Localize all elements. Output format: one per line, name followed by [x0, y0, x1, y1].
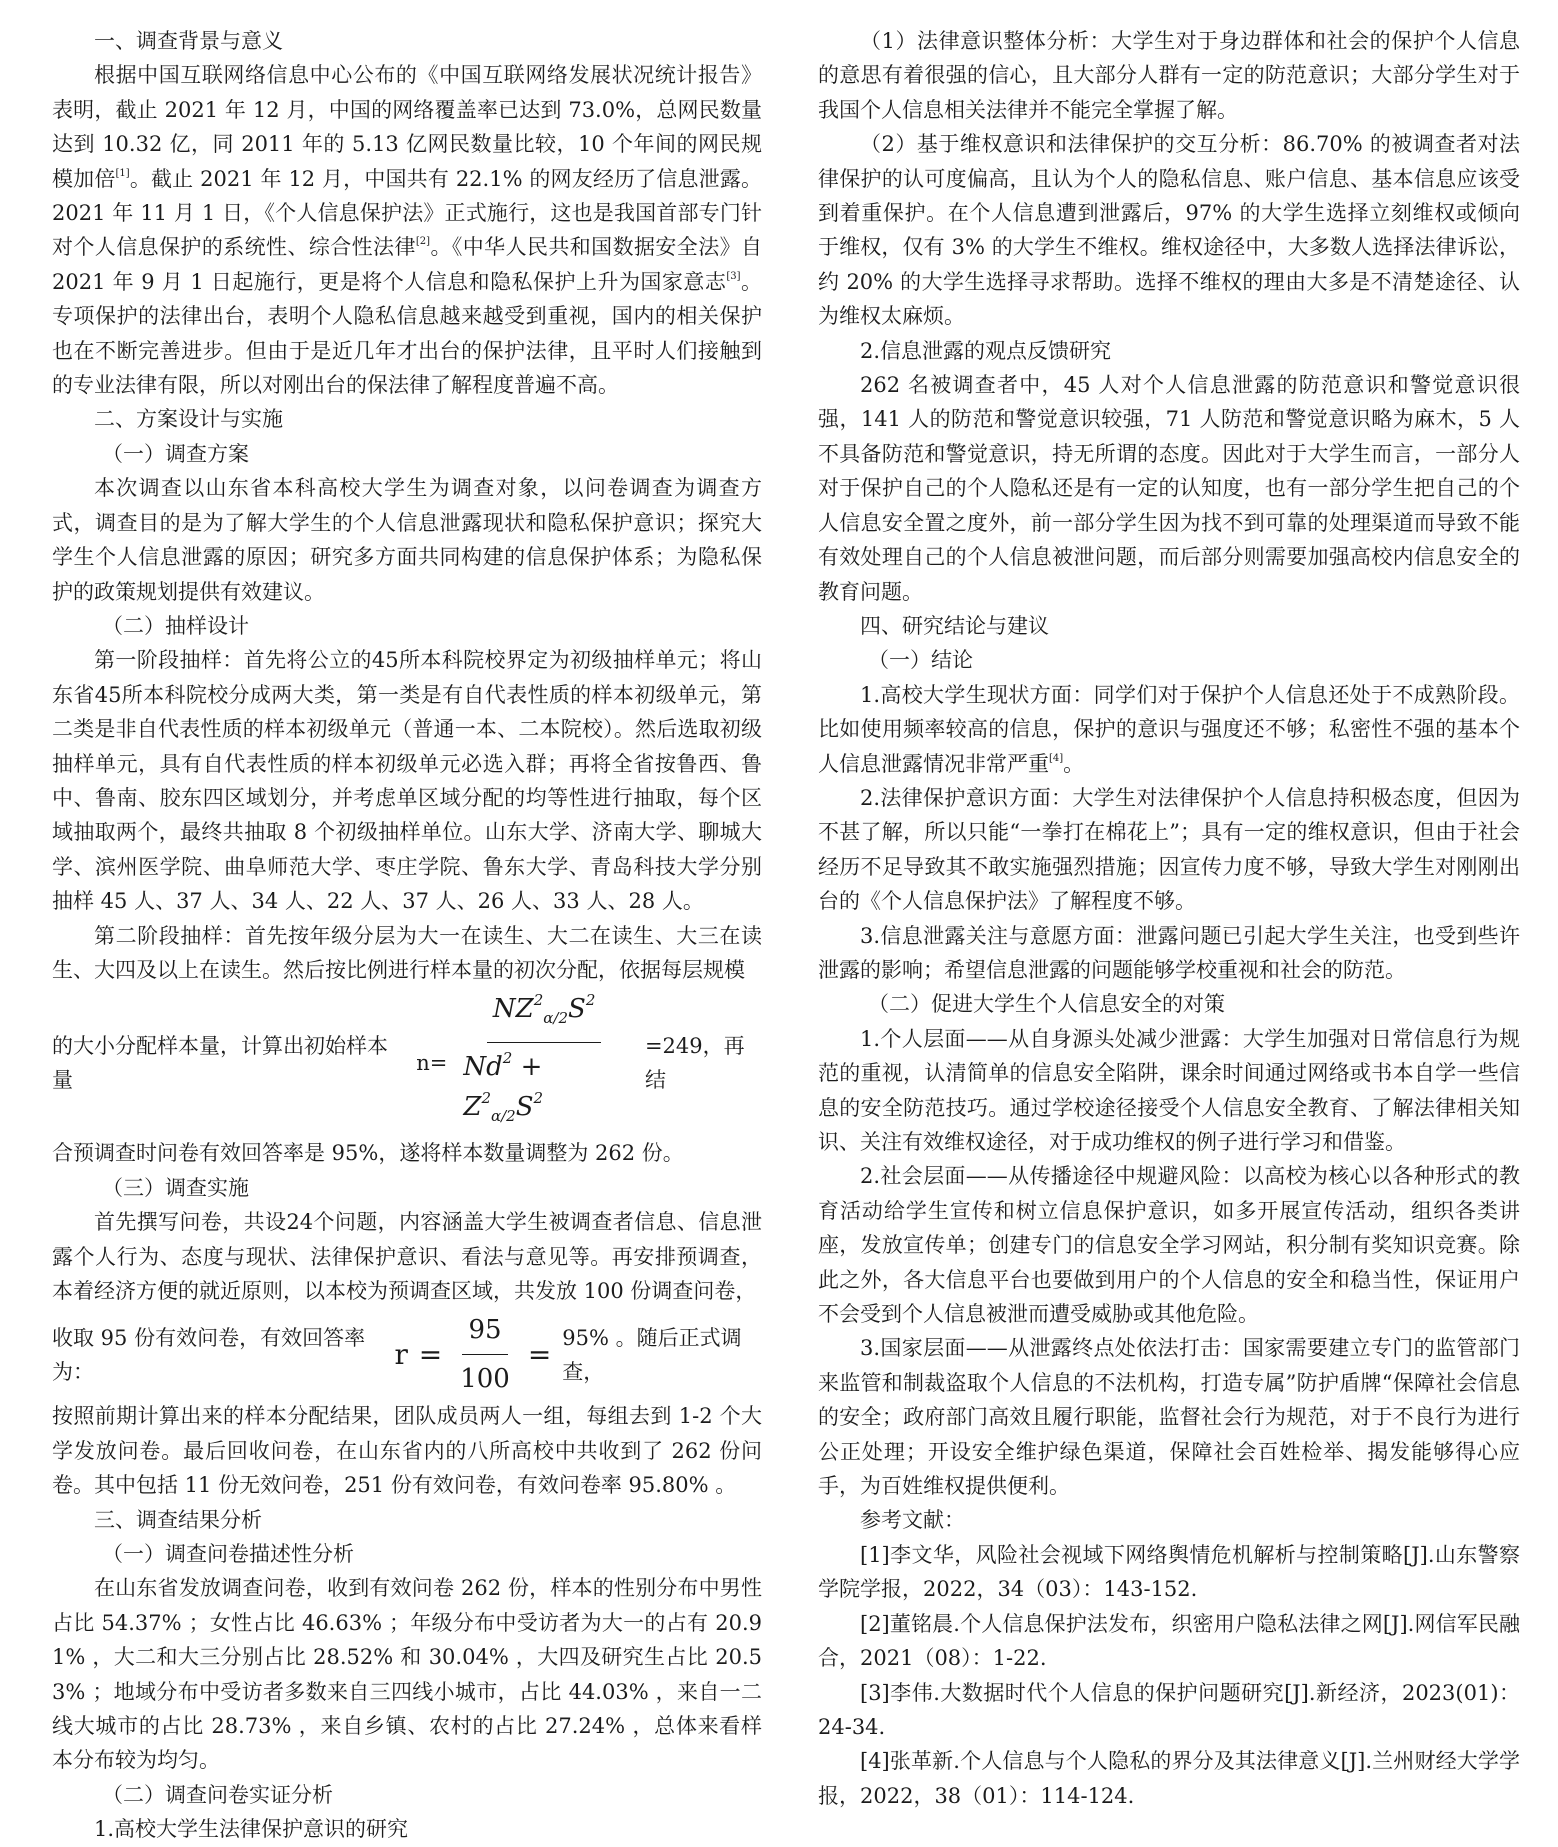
- paragraph-descriptive-analysis: 在山东省发放调查问卷，收到有效问卷 262 份，样本的性别分布中男性占比 54.37% ；女性占比 46.63% ；年级分布中受访者为大一的占有 20.91% ，大二和大三分别占比 28.52% 和 30.04% ，大四及研究生占比 20.53% ；地域分布中受访者多数来自三四线小城市，占比 44.03% ，来自一二线大城市的占比 28.73% ，来自乡镇、农村的占比 27.24% ，总体来看样本分布较为均匀。: [52, 1576, 762, 1773]
- subsection-heading-4-2: （二）促进大学生个人信息安全的对策: [868, 992, 1225, 1017]
- response-rate-formula-line: [52, 1310, 762, 1399]
- fraction-denominator: 100: [460, 1364, 510, 1395]
- paragraph-feedback: 262 名被调查者中，45 人对个人信息泄露的防范意识和警觉意识很强，141 人的防范和警觉意识较强，71 人防范和警觉意识略为麻木，5 人不具备防范和警觉意识，持无所谓的态度。因此对于大学生而言，一部分人对于保护自己的个人隐私还是有一定的认知度，也有一部分学生把自己的个人信息安全置之度外，前一部分学生因为找不到可靠的处理渠道而导致不能有效处理自己的个人信息被泄问题，而后部分则需要加强高校内信息安全的教育问题。: [818, 373, 1520, 604]
- response-rate-fraction: [454, 1310, 516, 1399]
- text-span: 。截止 2021 年 12 月，中国共有 22.1% 的网友经历了信息泄露。2021 年 11 月 1 日，《个人信息保护法》正式施行，这也是我国首部专门针对个人信息保护的系统性、综合性法律: [52, 166, 763, 260]
- reference-item: [4]张革新.个人信息与个人隐私的界分及其法律意义[J].兰州财经大学学报，2022，38（01）：114-124.: [818, 1749, 1520, 1808]
- equals-sign: =: [409, 1337, 443, 1371]
- text-span: 。专项保护的法律出台，表明个人隐私信息越来越受到重视，国内的相关保护也在不断完善进步。但由于是近几年才出台的保护法律，且平时人们接触到的专业法律有限，所以对刚出台的保法律了解程度普遍不高。: [52, 269, 762, 398]
- subheading-legal-awareness: 1.高校大学生法律保护意识的研究: [94, 1817, 409, 1842]
- equals-sign: =: [527, 1337, 561, 1371]
- reference-item: [1]李文华，风险社会视域下网络舆情危机解析与控制策略[J].山东警察学院学报，2022，34（03）：143-152.: [818, 1542, 1520, 1602]
- formula-lead-text: 收取 95 份有效问卷，有效回答率为：: [52, 1325, 366, 1384]
- section-heading-2: 二、方案设计与实施: [94, 407, 283, 432]
- sample-size-formula-line: [52, 989, 762, 1136]
- citation-ref-2: [2]: [415, 236, 431, 248]
- citation-ref-1: [1]: [115, 167, 130, 179]
- citation-ref-3: [3]: [726, 270, 741, 282]
- paragraph-legal-overall: （1）法律意识整体分析：大学生对于身边群体和社会的保护个人信息的意思有着很强的信心，且大部分人群有一定的防范意识；大部分学生对于我国个人信息相关法律并不能完全掌握了解。: [818, 29, 1520, 122]
- paragraph-rights-interaction: （2）基于维权意识和法律保护的交互分析：86.70% 的被调查者对法律保护的认可度偏高，且认为个人的隐私信息、账户信息、基本信息应该受到着重保护。在个人信息遭到泄露后，97% 的大学生选择立刻维权或倾向于维权，仅有 3% 的大学生不维权。维权途径中，大多数人选择法律诉讼，约 20% 的大学生选择寻求帮助。选择不维权的理由大多是不清楚途径、认为维权太麻烦。: [818, 132, 1520, 329]
- fraction-denominator: $Nd^2 + Z^2_{\alpha/2}S^2$: [463, 1049, 544, 1126]
- fraction-numerator: 95: [462, 1310, 507, 1355]
- sample-size-fraction: [457, 989, 631, 1136]
- subsection-heading-2-3: （三）调查实施: [102, 1175, 249, 1200]
- paragraph-implementation-end: 按照前期计算出来的样本分配结果，团队成员两人一组，每组去到 1-2 个大学发放问卷。最后回收问卷，在山东省内的八所高校中共收到了 262 份问卷。其中包括 11 份无效问卷，251 份有效问卷，有效问卷率 95.80% 。: [52, 1404, 762, 1498]
- reference-item: [3]李伟.大数据时代个人信息的保护问题研究[J].新经济，2023(01)：24-34.: [818, 1680, 1520, 1739]
- references-heading: 参考文献：: [860, 1508, 965, 1533]
- paragraph-background: [52, 58, 762, 402]
- section-heading-3: 三、调查结果分析: [94, 1507, 262, 1532]
- text-span: 1.高校大学生现状方面：同学们对于保护个人信息还处于不成熟阶段。比如使用频率较高的信息，保护的意识与强度还不够；私密性不强的基本个人信息泄露情况非常严重: [818, 682, 1520, 776]
- section-heading-1: 一、调查背景与意义: [94, 29, 283, 53]
- measure-item-2: 2.社会层面——从传播途径中规避风险：以高校为核心以各种形式的教育活动给学生宣传和树立信息保护意识，如多开展宣传活动，组织各类讲座，发放宣传单；创建专门的信息安全学习网站，积分制有奖知识竞赛。除此之外，各大信息平台也要做到用户的个人信息的安全和稳当性，保证用户不会受到个人信息被泄而遭受威胁或其他危险。: [818, 1164, 1520, 1327]
- text-span: 。: [1063, 751, 1085, 776]
- text-span: 根据中国互联网络信息中心公布的《中国互联网络发展状况统计报告》表明，截止 2021 年 12 月，中国的网络覆盖率已达到 73.0%，总网民数量达到 10.32 亿，同 2011 年的 5.13 亿网民数量比较，10 个年间的网民规模加倍: [52, 63, 762, 191]
- subsection-heading-4-1: （一）结论: [868, 648, 973, 673]
- measure-item-1: 1.个人层面——从自身源头处减少泄露：大学生加强对日常信息行为规范的重视，认清简单的信息安全陷阱，课余时间通过网络或书本自学一些信息的安全防范技巧。通过学校途径接受个人信息安全教育、了解法律相关知识、关注有效维权途径，对于成功维权的例子进行学习和借鉴。: [818, 1026, 1520, 1154]
- citation-ref-4: [4]: [1049, 752, 1064, 764]
- conclusion-item-2: 2.法律保护意识方面：大学生对法律保护个人信息持积极态度，但因为不甚了解，所以只能“一拳打在棉花上”；具有一定的维权意识，但由于社会经历不足导致其不敢实施强烈措施；因宣传力度不够，导致大学生对刚刚出台的《个人信息保护法》了解程度不够。: [818, 785, 1520, 914]
- text-span: 。《中华人民共和国数据安全法》自 2021 年 9 月 1 日起施行，更是将个人信息和隐私保护上升为国家意志: [52, 235, 763, 294]
- paragraph-stage-two: 第二阶段抽样：首先按年级分层为大一在读生、大二在读生、大三在读生、大四及以上在读生。然后按比例进行样本量的初次分配，依据每层规模: [52, 923, 762, 982]
- section-heading-4: 四、研究结论与建议: [860, 613, 1049, 638]
- formula-trail-text: 95% 。随后正式调查，: [562, 1325, 742, 1384]
- left-column: [52, 24, 762, 1847]
- formula-lead-text: 的大小分配样本量，计算出初始样本量: [52, 1033, 388, 1092]
- conclusion-item-3: 3.信息泄露关注与意愿方面：泄露问题已引起大学生关注，也受到些许泄露的影响；希望信息泄露的问题能够学校重视和社会的防范。: [818, 923, 1520, 982]
- paragraph-stage-two-end: 合预调查时问卷有效回答率是 95%，遂将样本数量调整为 262 份。: [52, 1141, 684, 1166]
- subsection-heading-2-1: （一）调查方案: [102, 441, 249, 466]
- conclusion-item-1: [818, 678, 1520, 781]
- reference-item: [2]董铭晨.个人信息保护法发布，织密用户隐私法律之网[J].网信军民融合，2021（08）：1-22.: [818, 1611, 1520, 1671]
- paragraph-stage-one: 第一阶段抽样：首先将公立的45所本科院校界定为初级抽样单元；将山东省45所本科院校分成两大类，第一类是有自代表性质的样本初级单元，第二类是非自代表性质的样本初级单元（普通一本、二本院校）。然后选取初级抽样单元，具有自代表性质的样本初级单元必选入群；再将全省按鲁西、鲁中、鲁南、胶东四区域划分，并考虑单区域分配的均等性进行抽取，每个区域抽取两个，最终共抽取 8 个初级抽样单位。山东大学、济南大学、聊城大学、滨州医学院、曲阜师范大学、枣庄学院、鲁东大学、青岛科技大学分别抽样 45 人、37 人、34 人、22 人、37 人、26 人、33 人、28 人。: [52, 648, 762, 914]
- paragraph-implementation: 首先撰写问卷，共设24个问题，内容涵盖大学生被调查者信息、信息泄露个人行为、态度与现状、法律保护意识、看法与意见等。再安排预调查，本着经济方便的就近原则，以本校为预调查区域，共发放 100 份调查问卷，: [52, 1210, 762, 1303]
- subsection-heading-3-1: （一）调查问卷描述性分析: [102, 1542, 354, 1567]
- formula-variable: r: [394, 1337, 408, 1371]
- paragraph-survey-plan: 本次调查以山东省本科高校大学生为调查对象，以问卷调查为调查方式，调查目的是为了解大学生的个人信息泄露现状和隐私保护意识；探究大学生个人信息泄露的原因；研究多方面共同构建的信息保护体系；为隐私保护的政策规划提供有效建议。: [52, 476, 762, 604]
- formula-variable: n=: [416, 1050, 448, 1075]
- right-column: [818, 24, 1520, 1813]
- subsection-heading-3-2: （二）调查问卷实证分析: [102, 1782, 333, 1807]
- measure-item-3: 3.国家层面——从泄露终点处依法打击：国家需要建立专门的监管部门来监管和制裁盗取个人信息的不法机构，打造专属”防护盾牌“保障社会信息的安全；政府部门高效且履行职能，监督社会行为规范，对于不良行为进行公正处理；开设安全维护绿色渠道，保障社会百姓检举、揭发能够得心应手，为百姓维权提供便利。: [818, 1336, 1520, 1499]
- subsection-heading-2-2: （二）抽样设计: [102, 613, 249, 638]
- formula-trail-text: =249，再结: [644, 1033, 745, 1092]
- subheading-feedback: 2.信息泄露的观点反馈研究: [860, 338, 1112, 363]
- fraction-numerator: $NZ^2_{\alpha/2}S^2$: [487, 989, 601, 1043]
